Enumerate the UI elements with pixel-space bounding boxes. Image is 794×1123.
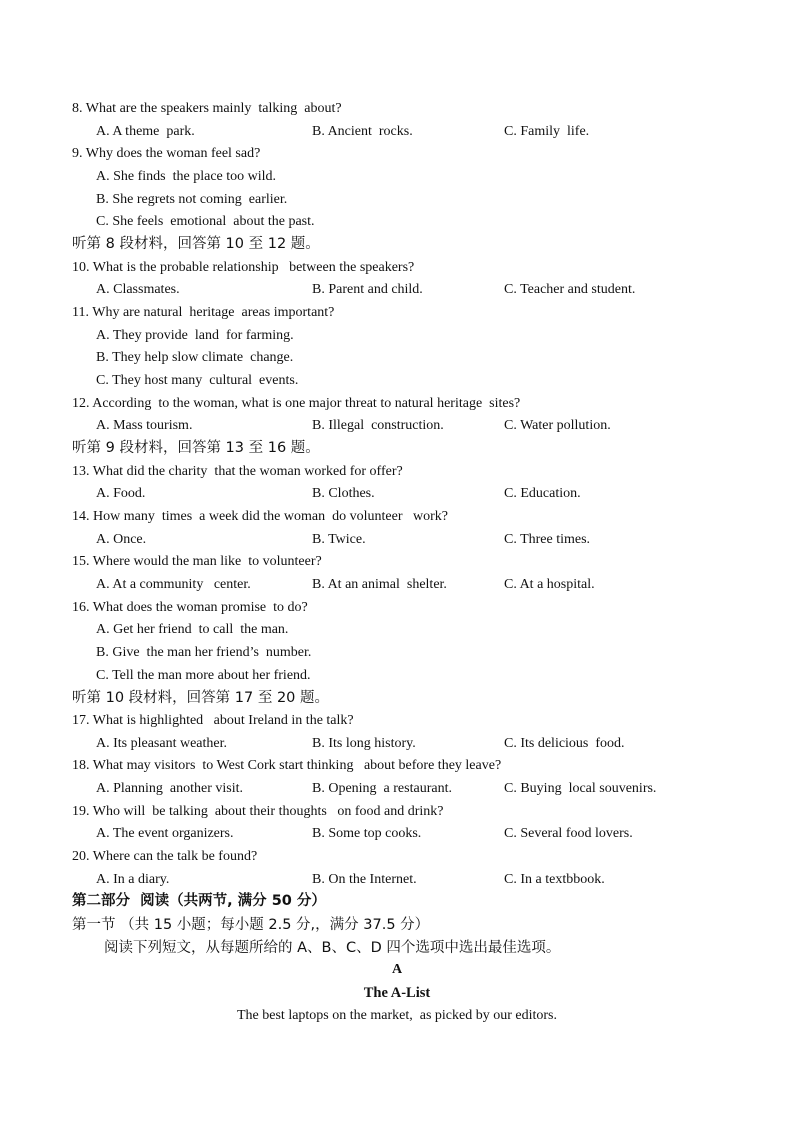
question-17-option-a: A. Its pleasant weather. <box>96 736 228 751</box>
question-9-option-c: C. She feels emotional about the past. <box>96 214 315 229</box>
question-14-stem: 14. How many times a week did the woman do volunteer work? <box>72 509 448 524</box>
part2-title: 第二部分 阅读（共两节, 满分 50 分） <box>72 893 326 909</box>
part2-instruction: 阅读下列短文，从每题所给的 A、B、C、D 四个选项中选出最佳选项。 <box>104 940 561 956</box>
question-16-stem: 16. What does the woman promise to do? <box>72 600 308 615</box>
question-18-stem: 18. What may visitors to West Cork start thinking about before they leave? <box>72 758 502 773</box>
question-13-option-b: B. Clothes. <box>312 486 375 501</box>
question-16-option-c: C. Tell the man more about her friend. <box>96 668 311 683</box>
question-20-stem: 20. Where can the talk be found? <box>72 849 258 864</box>
question-20-option-a: A. In a diary. <box>96 872 170 887</box>
question-8-option-b: B. Ancient rocks. <box>312 124 413 139</box>
question-17-option-b: B. Its long history. <box>312 736 416 751</box>
question-13-option-c: C. Education. <box>504 486 581 501</box>
question-17-stem: 17. What is highlighted about Ireland in the talk? <box>72 713 354 728</box>
question-15-option-b: B. At an animal shelter. <box>312 577 447 592</box>
question-14-option-b: B. Twice. <box>312 532 366 547</box>
question-11-option-c: C. They host many cultural events. <box>96 373 299 388</box>
question-15-stem: 15. Where would the man like to volunteer? <box>72 554 322 569</box>
question-10-stem: 10. What is the probable relationship between the speakers? <box>72 260 415 275</box>
question-15-option-a: A. At a community center. <box>96 577 251 592</box>
question-17-option-c: C. Its delicious food. <box>504 736 625 751</box>
question-11-option-b: B. They help slow climate change. <box>96 350 294 365</box>
question-10-option-c: C. Teacher and student. <box>504 282 636 297</box>
question-19-stem: 19. Who will be talking about their thoughts on food and drink? <box>72 804 444 819</box>
question-8-option-a: A. A theme park. <box>96 124 195 139</box>
question-16-option-b: B. Give the man her friend’s number. <box>96 645 312 660</box>
question-11-stem: 11. Why are natural heritage areas important? <box>72 305 335 320</box>
question-11-option-a: A. They provide land for farming. <box>96 328 294 343</box>
question-18-option-c: C. Buying local souvenirs. <box>504 781 657 796</box>
question-10-option-a: A. Classmates. <box>96 282 180 297</box>
section-header-9: 听第 9 段材料，回答第 13 至 16 题。 <box>72 440 320 456</box>
question-19-option-c: C. Several food lovers. <box>504 826 633 841</box>
question-14-option-c: C. Three times. <box>504 532 591 547</box>
question-13-option-a: A. Food. <box>96 486 146 501</box>
question-10-option-b: B. Parent and child. <box>312 282 423 297</box>
question-18-option-b: B. Opening a restaurant. <box>312 781 452 796</box>
question-14-option-a: A. Once. <box>96 532 147 547</box>
passage-title: The A-List <box>363 985 431 1001</box>
part2-section1-heading: 第一节 （共 15 小题；每小题 2.5 分,，满分 37.5 分） <box>72 917 430 933</box>
question-9-stem: 9. Why does the woman feel sad? <box>72 146 261 161</box>
question-20-option-b: B. On the Internet. <box>312 872 417 887</box>
question-12-option-c: C. Water pollution. <box>504 418 611 433</box>
question-16-option-a: A. Get her friend to call the man. <box>96 622 289 637</box>
question-9-option-a: A. She finds the place too wild. <box>96 169 277 184</box>
question-19-option-b: B. Some top cooks. <box>312 826 422 841</box>
question-13-stem: 13. What did the charity that the woman worked for offer? <box>72 464 403 479</box>
section-header-8: 听第 8 段材料，回答第 10 至 12 题。 <box>72 236 320 252</box>
question-12-option-b: B. Illegal construction. <box>312 418 444 433</box>
passage-subtitle: The best laptops on the market, as picked by our editors. <box>237 1008 557 1023</box>
question-20-option-c: C. In a textbbook. <box>504 872 605 887</box>
question-15-option-c: C. At a hospital. <box>504 577 595 592</box>
question-18-option-a: A. Planning another visit. <box>96 781 243 796</box>
question-19-option-a: A. The event organizers. <box>96 826 234 841</box>
question-12-option-a: A. Mass tourism. <box>96 418 193 433</box>
question-9-option-b: B. She regrets not coming earlier. <box>96 192 288 207</box>
section-header-10: 听第 10 段材料，回答第 17 至 20 题。 <box>72 690 330 706</box>
question-12-stem: 12. According to the woman, what is one major threat to natural heritage sites? <box>72 396 521 411</box>
passage-letter: A <box>391 962 403 977</box>
question-8-option-c: C. Family life. <box>504 124 590 139</box>
question-8-stem: 8. What are the speakers mainly talking about? <box>72 101 342 116</box>
